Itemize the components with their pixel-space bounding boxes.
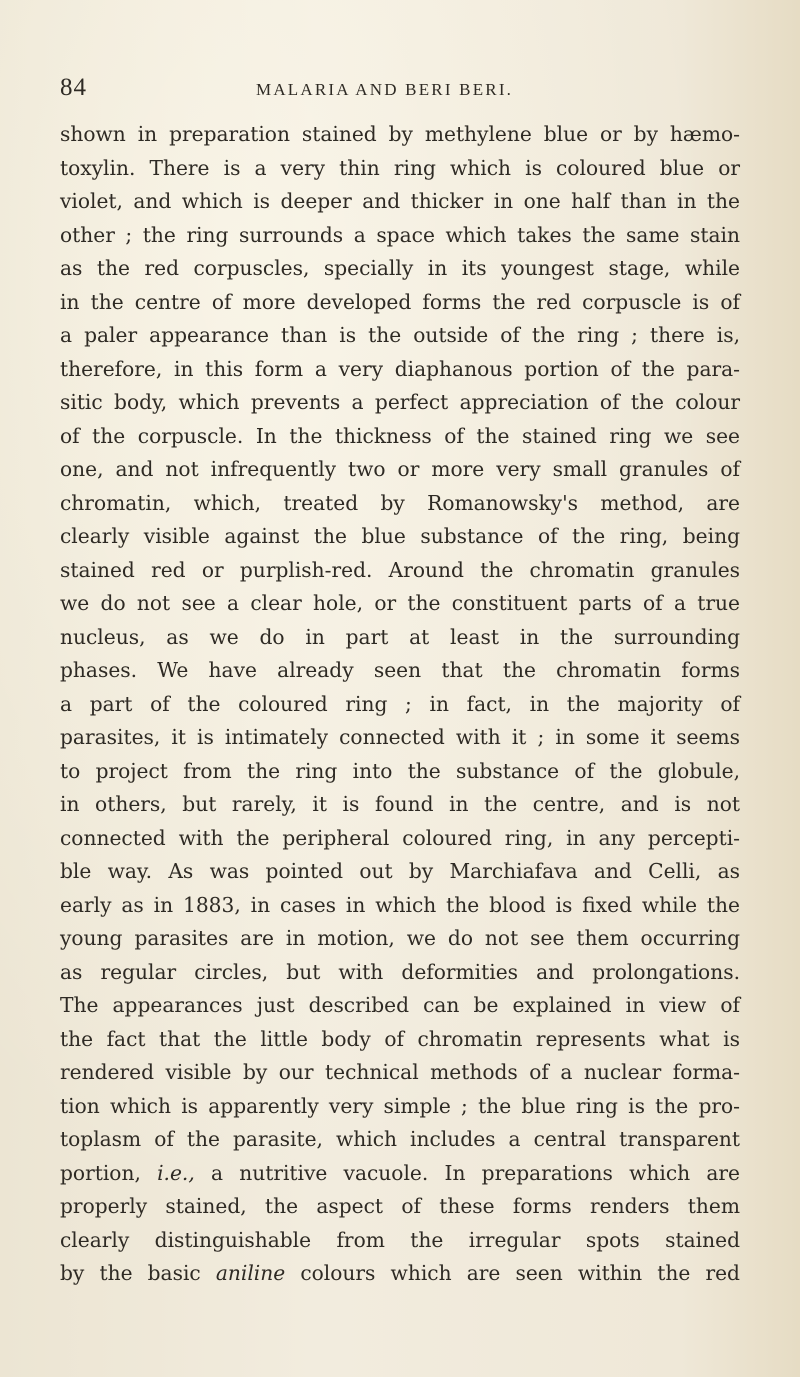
text-line: violet, and which is deeper and thicker in one half than in the <box>60 189 740 213</box>
text-line: early as in 1883, in cases in which the blood is fixed while the <box>60 892 740 917</box>
text-line: clearly distinguishable from the irregular spots stained <box>60 1227 740 1252</box>
text-line: as regular circles, but with deformities and prolongations. <box>60 959 740 984</box>
text-line: clearly visible against the blue substance of the ring, being <box>60 524 740 548</box>
running-head: MALARIA AND BERI BERI. <box>256 80 514 99</box>
italic-abbreviation: i.e., <box>157 1160 195 1185</box>
text-line: phases. We have already seen that the chromatin forms <box>60 658 740 682</box>
text-line: in others, but rarely, it is found in the centre, and is not <box>60 792 740 816</box>
text-line: a paler appearance than is the outside of the ring ; there is, <box>60 323 740 347</box>
text-line: properly stained, the aspect of these forms renders them <box>60 1194 740 1218</box>
text-line: shown in preparation stained by methylene blue or by hæmo- <box>60 122 740 146</box>
text-fragment: a nutritive vacuole. In preparations which are <box>210 1160 741 1185</box>
page-header <box>60 74 750 114</box>
text-line: therefore, in this form a very diaphanous portion of the para- <box>60 356 740 381</box>
text-line: one, and not infrequently two or more very small granules of <box>60 457 740 481</box>
text-line-with-italic <box>60 1157 740 1191</box>
text-line: nucleus, as we do in part at least in the surrounding <box>60 624 740 649</box>
page-number: 84 <box>60 74 87 101</box>
text-line: toxylin. There is a very thin ring which is coloured blue or <box>60 155 740 180</box>
text-line: we do not see a clear hole, or the constituent parts of a true <box>60 591 740 615</box>
text-fragment: portion, <box>60 1160 141 1185</box>
text-line: parasites, it is intimately connected with it ; in some it seems <box>60 725 740 749</box>
text-line-with-italic <box>60 1257 740 1291</box>
text-line: ble way. As was pointed out by Marchiafava and Celli, as <box>60 859 740 883</box>
text-line: toplasm of the parasite, which includes a central transparent <box>60 1127 740 1151</box>
text-line: a part of the coloured ring ; in fact, in the majority of <box>60 691 740 716</box>
text-line: in the centre of more developed forms the red corpuscle is of <box>60 289 740 314</box>
text-line: chromatin, which, treated by Romanowsky's method, are <box>60 490 740 515</box>
text-line: as the red corpuscles, specially in its youngest stage, while <box>60 256 740 280</box>
text-fragment: by the basic <box>60 1261 201 1285</box>
italic-term: aniline <box>215 1261 286 1285</box>
text-line: connected with the peripheral coloured ring, in any percepti- <box>60 825 740 850</box>
text-line: of the corpuscle. In the thickness of the stained ring we see <box>60 423 740 448</box>
text-line: tion which is apparently very simple ; the blue ring is the pro- <box>60 1093 740 1118</box>
text-line: the fact that the little body of chromatin represents what is <box>60 1026 740 1051</box>
text-line: to project from the ring into the substance of the globule, <box>60 758 740 783</box>
text-line: stained red or purplish-red. Around the chromatin granules <box>60 557 740 582</box>
text-line: sitic body, which prevents a perfect appreciation of the colour <box>60 390 740 414</box>
text-line: The appearances just described can be explained in view of <box>60 993 740 1017</box>
text-line: other ; the ring surrounds a space which takes the same stain <box>60 222 740 247</box>
body-paragraph <box>60 118 740 1291</box>
text-fragment: colours which are seen within the red <box>300 1261 740 1285</box>
text-line: young parasites are in motion, we do not see them occurring <box>60 926 740 950</box>
text-line: rendered visible by our technical methods of a nuclear forma- <box>60 1060 740 1084</box>
